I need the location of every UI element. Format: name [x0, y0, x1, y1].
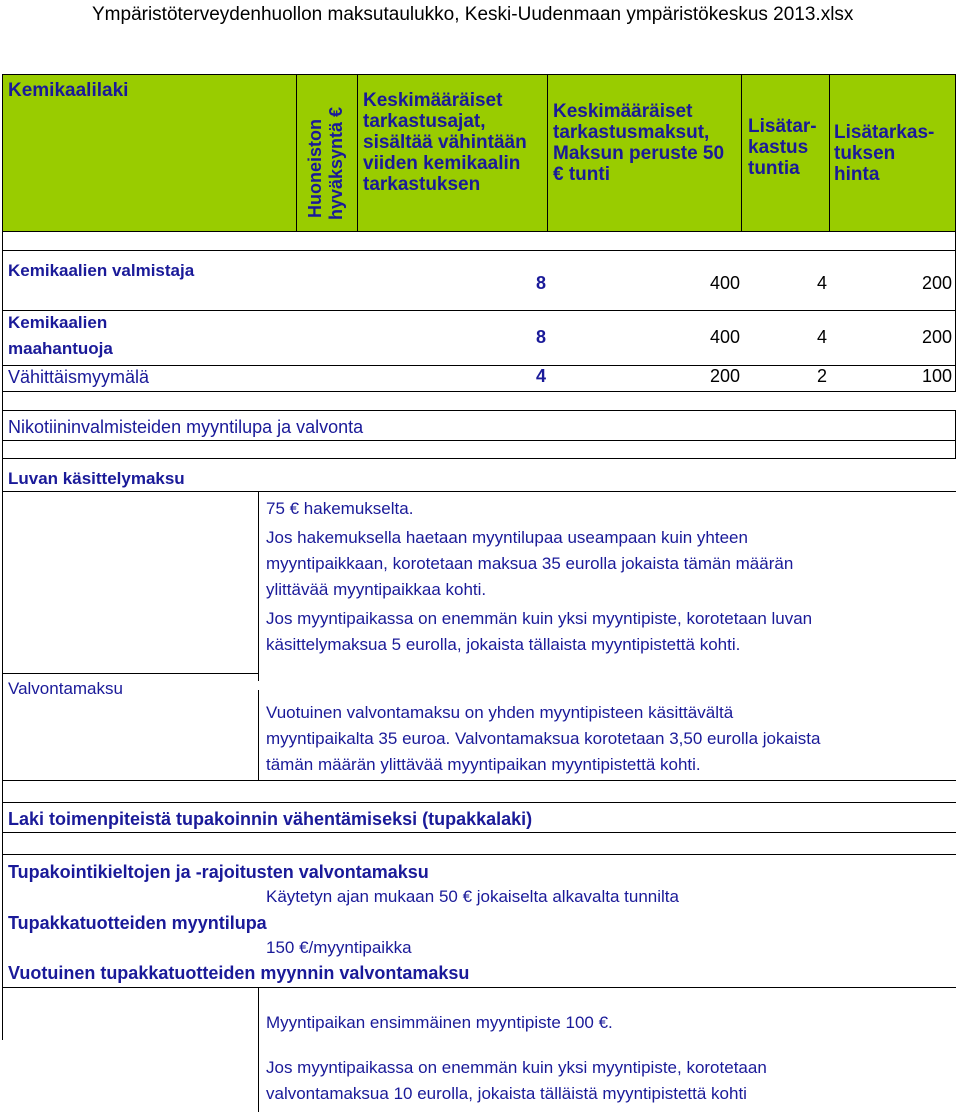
row-label-vahittaismyymala: Vähittäismyymälä	[8, 367, 150, 387]
vuotuinen-text-3: valvontamaksua 10 eurolla, jokaista tälläistä myyntipistettä kohti	[266, 1084, 747, 1103]
luvan-text-1: 75 € hakemukselta.	[266, 499, 414, 518]
row-label-valmistaja: Kemikaalien valmistaja	[8, 261, 195, 280]
luvan-text-5: Jos myyntipaikassa on enemmän kuin yksi myyntipiste, korotetaan luvan	[266, 609, 813, 628]
header-tarkastusmaksut: Keskimääräiset tarkastusmaksut, Maksun peruste 50 € tunti	[553, 101, 725, 185]
row-label-maahantuoja-2: maahantuoja	[8, 339, 113, 358]
valvonta-text-2: myyntipaikalta 35 euroa. Valvontamaksua korotetaan 3,50 eurolla jokaista	[266, 729, 821, 748]
header-huoneiston-line2: hyväksyntä €	[326, 106, 346, 220]
row-label-maahantuoja-1: Kemikaalien	[8, 313, 108, 332]
row-valmistaja-fee: 400	[709, 273, 740, 293]
header-huoneiston-line1: Huoneiston	[305, 119, 325, 218]
kielto-label: Tupakointikieltojen ja -rajoitusten valvontamaksu	[8, 862, 429, 882]
kielto-text: Käytetyn ajan mukaan 50 € jokaiselta alkavalta tunnilta	[266, 887, 679, 906]
row-maahantuoja-extra-hours: 4	[816, 327, 827, 347]
nikotiini-heading: Nikotiininvalmisteiden myyntilupa ja valvonta	[8, 417, 364, 437]
luvan-kasittelymaksu-label: Luvan käsittelymaksu	[8, 469, 185, 488]
row-maahantuoja-fee: 400	[709, 327, 740, 347]
header-lisatarkastus-tuntia: Lisätar- kastus tuntia	[748, 116, 817, 179]
row-maahantuoja-extra-price: 200	[921, 327, 952, 347]
lupa-text: 150 €/myyntipaikka	[266, 938, 412, 957]
header-kemikaalilaki: Kemikaalilaki	[8, 80, 129, 101]
vuotuinen-label: Vuotuinen tupakkatuotteiden myynnin valvontamaksu	[8, 963, 470, 983]
row-maahantuoja-hours: 8	[535, 327, 546, 347]
luvan-text-3: myyntipaikkaan, korotetaan maksua 35 eurolla jokaista tämän määrän	[266, 554, 794, 573]
valvontamaksu-label: Valvontamaksu	[8, 679, 123, 698]
row-vahittais-fee: 200	[709, 366, 740, 386]
row-vahittais-extra-price: 100	[921, 366, 952, 386]
tupakka-heading: Laki toimenpiteistä tupakoinnin vähentämiseksi (tupakkalaki)	[8, 809, 533, 829]
luvan-text-6: käsittelymaksua 5 eurolla, jokaista tällaista myyntipistettä kohti.	[266, 635, 741, 654]
lupa-label: Tupakkatuotteiden myyntilupa	[8, 913, 267, 933]
header-lisatarkastuksen-hinta: Lisätarkas- tuksen hinta	[834, 122, 935, 185]
row-valmistaja-extra-hours: 4	[816, 273, 827, 293]
row-valmistaja-extra-price: 200	[921, 273, 952, 293]
row-valmistaja-hours: 8	[535, 273, 546, 293]
header-tarkastusajat: Keskimääräiset tarkastusajat, sisältää vähintään viiden kemikaalin tarkastuksen	[363, 90, 527, 195]
vuotuinen-text-1: Myyntipaikan ensimmäinen myyntipiste 100 €.	[266, 1013, 613, 1032]
valvonta-text-3: tämän määrän ylittävää myyntipaikan myyntipistettä kohti.	[266, 755, 701, 774]
vuotuinen-text-2: Jos myyntipaikassa on enemmän kuin yksi myyntipiste, korotetaan	[266, 1058, 767, 1077]
row-vahittais-hours: 4	[535, 366, 546, 386]
valvonta-text-1: Vuotuinen valvontamaksu on yhden myyntipisteen käsittävältä	[266, 703, 734, 722]
luvan-text-4: ylittävää myyntipaikkaa kohti.	[266, 580, 487, 599]
luvan-text-2: Jos hakemuksella haetaan myyntilupaa useampaan kuin yhteen	[266, 528, 748, 547]
document-title: Ympäristöterveydenhuollon maksutaulukko, Keski-Uudenmaan ympäristökeskus 2013.xlsx	[92, 4, 854, 25]
row-vahittais-extra-hours: 2	[816, 366, 827, 386]
